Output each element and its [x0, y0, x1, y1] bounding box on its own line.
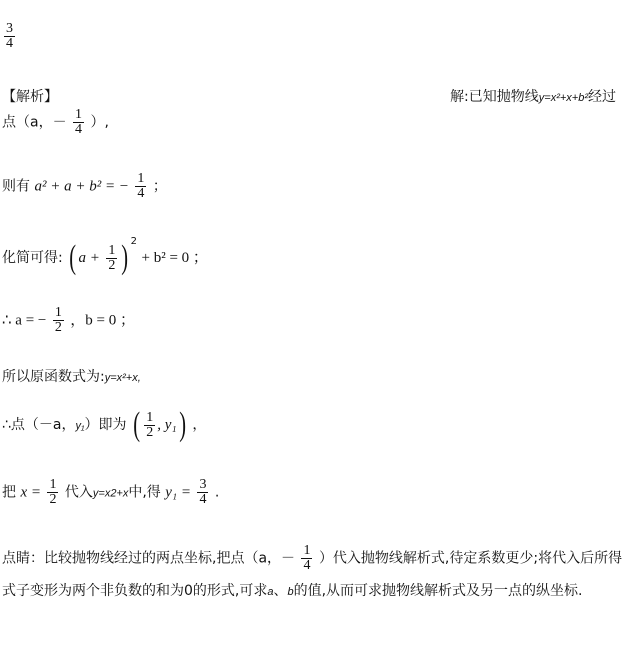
note-text2: ）代入抛物线解析式,待定系数更少;将代入后所得	[318, 550, 623, 567]
intro-line	[450, 86, 616, 106]
therefore-post: ，b = 0 ；	[70, 312, 135, 329]
note-text4: 的值,从而可求抛物线解析式及另一点的纵坐标.	[293, 583, 583, 599]
point2-post: ，	[192, 417, 207, 433]
point2-y-sub: y₁	[75, 420, 85, 432]
sub-frac-num: 1	[49, 477, 57, 492]
note-text1: 比较抛物线经过的两点坐标,把点（a，－	[44, 550, 296, 567]
function-pre: 所以原函数式为:	[2, 369, 105, 385]
note-sep: 、	[273, 583, 288, 599]
note-line-1	[2, 544, 622, 573]
right-paren: )	[121, 239, 129, 276]
simplify-rest: + b² = 0 ；	[141, 250, 208, 266]
sub-x-eq: x =	[20, 484, 41, 501]
sub-mid: 代入	[64, 484, 93, 501]
answer-numerator: 3	[6, 21, 13, 36]
simplify-pre: 化简可得:	[2, 250, 63, 266]
sub-function: y=x2+x	[92, 487, 129, 500]
sub-pre: 把	[2, 484, 16, 501]
therefore-line	[2, 306, 135, 335]
therefore-frac-den: 2	[54, 320, 62, 335]
sub-mid2: 中,得	[128, 484, 161, 501]
sub-frac-den: 2	[49, 492, 57, 507]
point-frac-num: 1	[75, 107, 83, 122]
point-line	[2, 108, 109, 137]
point2-pre: ∴点（－a，	[2, 417, 76, 433]
note-frac-num: 1	[303, 543, 311, 558]
intro-text-post: 经过	[588, 89, 616, 105]
point-post: ）,	[90, 114, 109, 131]
intro-text-pre: 解:已知抛物线	[450, 89, 539, 105]
point2-frac-num: 1	[146, 409, 154, 425]
simplify-frac-num: 1	[108, 242, 116, 258]
note-a: a	[267, 586, 274, 598]
point-frac-den: 4	[75, 122, 83, 137]
therefore-frac-num: 1	[54, 305, 62, 320]
then-line	[2, 172, 167, 201]
then-frac-num: 1	[137, 171, 145, 186]
then-post: ；	[152, 178, 167, 195]
answer-denominator: 4	[6, 36, 13, 51]
sub-res-num: 3	[199, 477, 207, 492]
note-line-2	[2, 580, 583, 600]
point2-left-paren: (	[133, 406, 140, 443]
intro-function: y=x²+x+b²	[538, 92, 588, 104]
function-expr: y=x²+x,	[104, 372, 141, 384]
simplify-line	[2, 236, 208, 276]
point2-mid: ）即为	[84, 417, 127, 433]
function-line	[2, 366, 141, 386]
point2-frac-den: 2	[146, 424, 154, 440]
point2-line	[2, 406, 207, 443]
note-b: b	[287, 586, 294, 598]
sub-post: .	[214, 484, 220, 501]
then-equation: a² + a + b² = −	[34, 178, 129, 195]
point2-right-paren: )	[178, 406, 186, 443]
note-text3: 式子变形为两个非负数的和为0的形式,可求	[2, 583, 268, 599]
simplify-square: 2	[130, 236, 138, 247]
note-label: 点睛：	[2, 550, 44, 567]
substitution-line	[2, 478, 219, 507]
answer-fraction	[2, 22, 17, 51]
note-frac-den: 4	[303, 558, 311, 573]
sub-y-eq: y₁ =	[165, 484, 192, 501]
point-pre: 点（a，－	[2, 114, 67, 131]
then-pre: 则有	[2, 178, 30, 195]
analysis-tag: 【解析】	[2, 89, 58, 105]
simplify-inner: a +	[78, 250, 100, 266]
sub-res-den: 4	[199, 492, 207, 507]
simplify-frac-den: 2	[108, 257, 116, 273]
point2-after: , y₁	[157, 417, 177, 433]
then-frac-den: 4	[137, 186, 145, 201]
left-paren: (	[69, 239, 77, 276]
therefore-pre: ∴ a = −	[2, 312, 47, 329]
